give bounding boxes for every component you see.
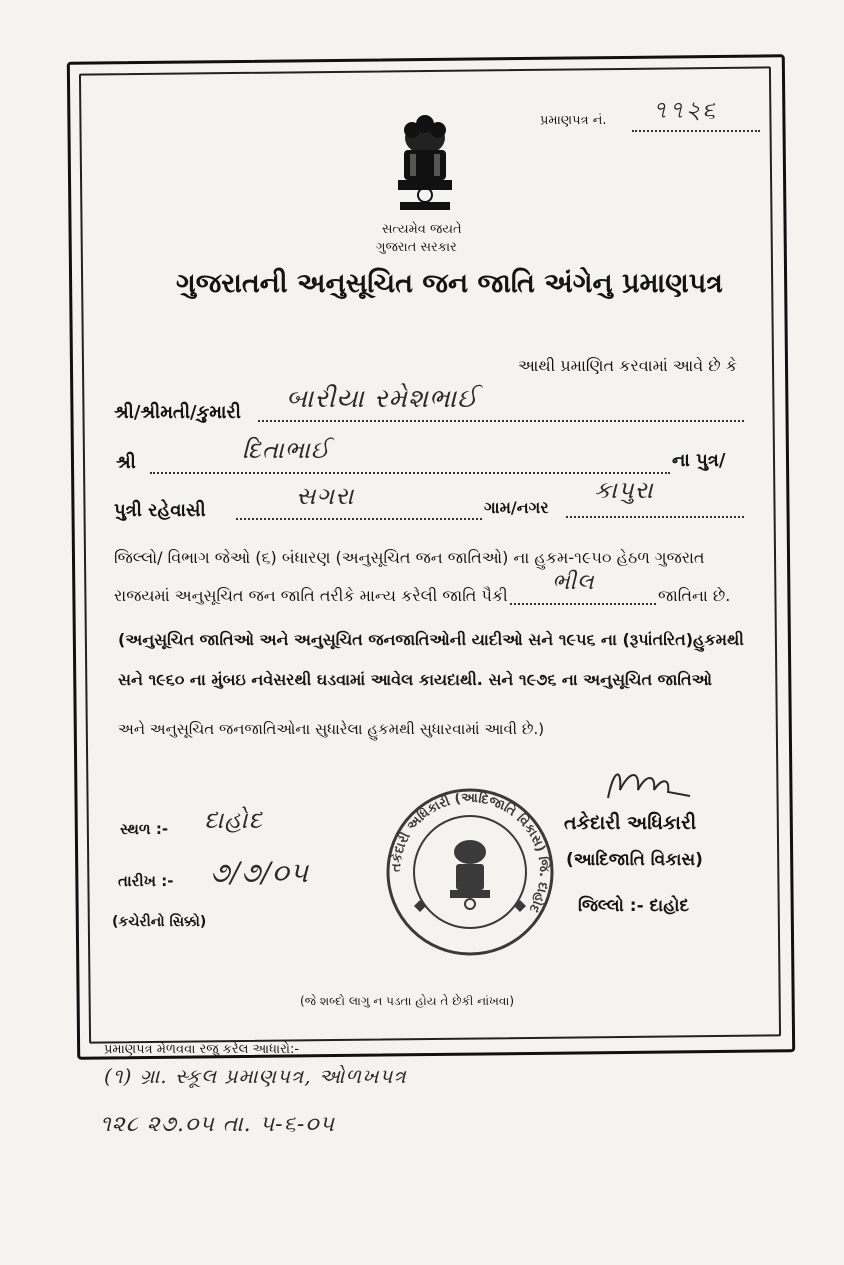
page-title: ગુજરાતની અનુસૂચિત જન જાતિ અંગેનુ પ્રમાણપત્ર bbox=[176, 268, 723, 299]
caste-value: ભીલ bbox=[552, 570, 595, 595]
ashoka-emblem-icon bbox=[390, 110, 460, 220]
emblem-motto: સત્યમેવ જયતે bbox=[382, 222, 462, 237]
father-suffix: ના પુત્ર/ bbox=[672, 450, 726, 471]
body-line-4: સને ૧૯૬૦ ના મુંબઇ નવેસરથી ઘડવામાં આવેલ કાયદાથી. સને ૧૯૭૬ ના અનુસૂચિત જાતિઓ bbox=[118, 670, 712, 689]
svg-text:તકેદારી અધિકારી (આદિજાતિ વિકાસ: તકેદારી અધિકારી (આદિજાતિ વિકાસ) જિ. દાહોદ bbox=[388, 790, 552, 916]
residence-label: પુત્રી રહેવાસી bbox=[114, 500, 206, 521]
father-dots bbox=[150, 472, 670, 474]
certificate-no-label: પ્રમાણપત્ર નં. bbox=[540, 113, 607, 128]
village-label: ગામ/નગર bbox=[484, 498, 549, 517]
name-value: બારીયા રમેશભાઈ bbox=[286, 384, 479, 414]
officer-signature bbox=[600, 760, 720, 814]
officer-district: જિલ્લો :- દાહોદ bbox=[578, 896, 690, 916]
basis-label: પ્રમાણપત્ર મેળવવા રજુ કરેલ આધારો:- bbox=[104, 1042, 300, 1057]
body-line-2b: જાતિના છે. bbox=[658, 586, 731, 605]
residence-dots bbox=[236, 518, 482, 520]
seal-ring-text bbox=[384, 786, 556, 958]
body-line-5: અને અનુસૂચિત જનજાતિઓના સુધારેલા હુકમથી સુધારવામાં આવી છે.) bbox=[118, 720, 545, 738]
date-label: તારીખ :- bbox=[118, 872, 174, 890]
caste-dots bbox=[510, 603, 656, 605]
body-line-2a: રાજયમાં અનુસૂચિત જન જાતિ તરીકે માન્ય કરેલી જાતિ પૈકી bbox=[114, 586, 508, 605]
intro-text: આથી પ્રમાણિત કરવામાં આવે છે કે bbox=[518, 356, 738, 375]
body-line-1: જિલ્લો/ વિભાગ જેઓ (૬) બંધારણ (અનુસૂચિત જન જાતિઓ) ના હુકમ-૧૯૫૦ હેઠળ ગુજરાત bbox=[114, 548, 705, 567]
village-value: કાપુરા bbox=[594, 476, 654, 504]
footnote: (જે શબ્દો લાગુ ન પડતા હોય તે છેકી નાંખવા) bbox=[300, 994, 515, 1008]
residence-value: સગરા bbox=[296, 482, 355, 510]
date-value: ૭/૭/૦૫ bbox=[210, 856, 310, 889]
basis-line-2: ૧૨૮ ૨૭.૦૫ તા. ૫-૬-૦૫ bbox=[100, 1112, 335, 1137]
father-value: દિતાભાઈ bbox=[242, 436, 331, 464]
place-label: સ્થળ :- bbox=[120, 820, 169, 838]
name-label: શ્રી/શ્રીમતી/કુમારી bbox=[114, 402, 241, 423]
name-dots bbox=[258, 420, 744, 422]
basis-line-1: (૧) ગ્રા. સ્કૂલ પ્રમાણપત્ર, ઓળખપત્ર bbox=[104, 1064, 407, 1088]
place-value: દાહોદ bbox=[204, 806, 263, 834]
certificate-no-value: ৭৭২૬ bbox=[652, 96, 717, 124]
village-dots bbox=[566, 516, 744, 518]
officer-title: તકેદારી અધિકારી bbox=[564, 812, 697, 834]
officer-department: (આદિજાતિ વિકાસ) bbox=[566, 850, 703, 870]
government-name: ગુજરાત સરકાર bbox=[376, 240, 457, 255]
father-label: શ્રી bbox=[116, 452, 136, 473]
body-line-3: (અનુસૂચિત જાતિઓ અને અનુસૂચિત જનજાતિઓની યાદીઓ સને ૧૯૫૬ ના (રૂપાંતરિત)હુકમથી bbox=[118, 630, 744, 649]
office-stamp-label: (કચેરીનો સિક્કો) bbox=[112, 914, 207, 930]
